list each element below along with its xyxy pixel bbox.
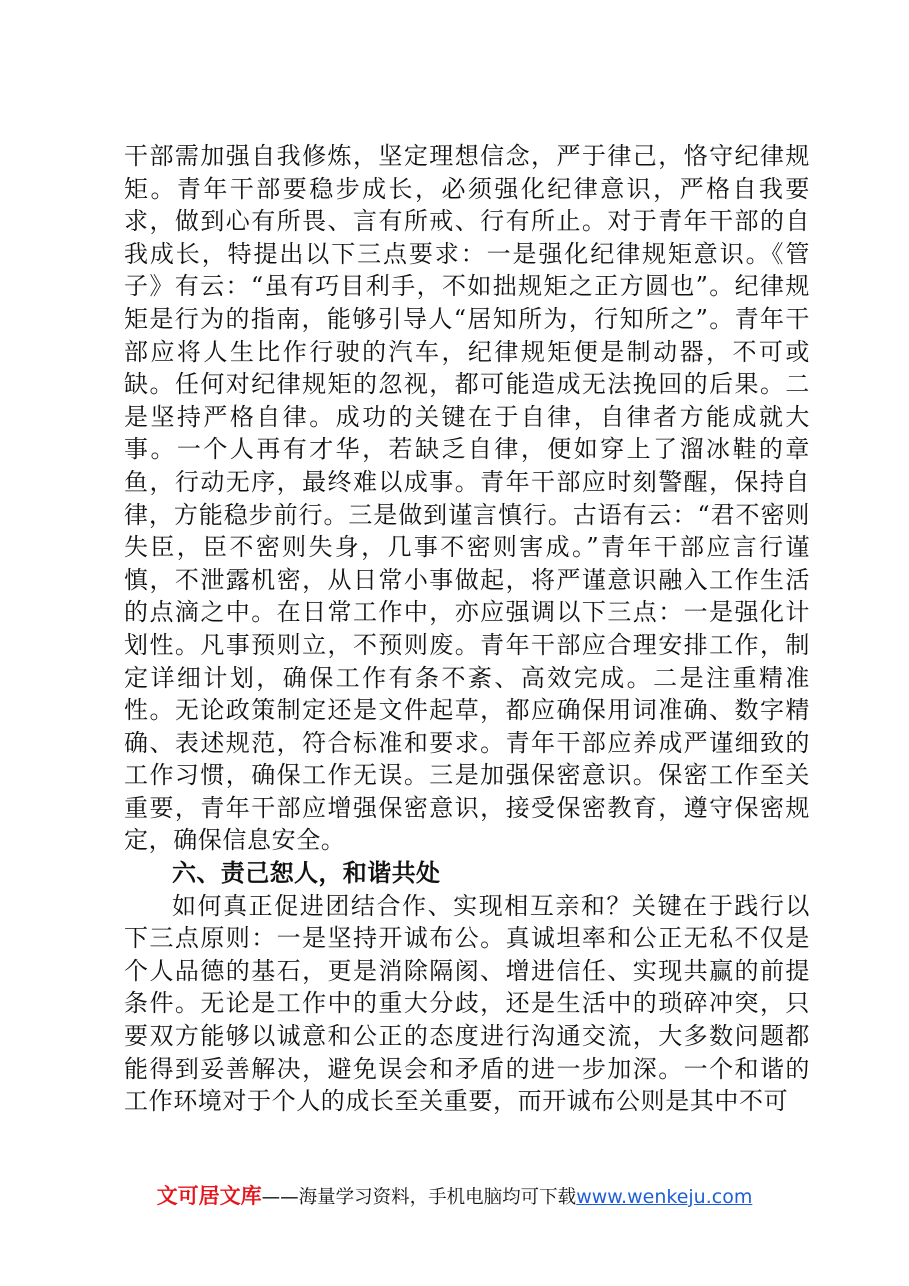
footer-brand: 文可居文库: [156, 1184, 262, 1208]
body-paragraph: 如何真正促进团结合作、实现相互亲和？关键在于践行以下三点原则：一是坚持开诚布公。真诚坦率和公正无私不仅是个人品德的基石，更是消除隔阂、增进信任、实现共赢的前提条件。无论是工作中的重大分歧，还是生活中的琐碎冲突，只要双方能够以诚意和公正的态度进行沟通交流，大多数问题都能得到妥善解决，避免误会和矛盾的进一步加深。一个和谐的工作环境对于个人的成长至关重要，而开诚布公则是其中不可: [124, 891, 810, 1116]
footer-tagline: ——海量学习资料，手机电脑均可下载: [261, 1187, 577, 1208]
footer-website-link[interactable]: www.wenkeju.com: [576, 1186, 753, 1208]
document-body: [124, 140, 810, 1118]
body-paragraph: 干部需加强自我修炼，坚定理想信念，严于律己，恪守纪律规矩。青年干部要稳步成长，必须强化纪律意识，严格自我要求，做到心有所畏、言有所戒、行有所止。对于青年干部的自我成长，特提出以下三点要求：一是强化纪律规矩意识。《管子》有云：“虽有巧目利手，不如拙规矩之正方圆也”。纪律规矩是行为的指南，能够引导人“居知所为，行知所之”。青年干部应将人生比作行驶的汽车，纪律规矩便是制动器，不可或缺。任何对纪律规矩的忽视，都可能造成无法挽回的后果。二是坚持严格自律。成功的关键在于自律，自律者方能成就大事。一个人再有才华，若缺乏自律，便如穿上了溜冰鞋的章鱼，行动无序，最终难以成事。青年干部应时刻警醒，保持自律，方能稳步前行。三是做到谨言慎行。古语有云：“君不密则失臣，臣不密则失身，几事不密则害成。”青年干部应言行谨慎，不泄露机密，从日常小事做起，将严谨意识融入工作生活的点滴之中。在日常工作中，亦应强调以下三点：一是强化计划性。凡事预则立，不预则废。青年干部应合理安排工作，制定详细计划，确保工作有条不紊、高效完成。二是注重精准性。无论政策制定还是文件起草，都应确保用词准确、数字精确、表述规范，符合标准和要求。青年干部应养成严谨细致的工作习惯，确保工作无误。三是加强保密意识。保密工作至关重要，青年干部应增强保密意识，接受保密教育，遵守保密规定，确保信息安全。: [124, 142, 810, 855]
page-footer: [0, 1182, 909, 1212]
section-heading: 六、责己恕人，和谐共处: [172, 859, 441, 888]
